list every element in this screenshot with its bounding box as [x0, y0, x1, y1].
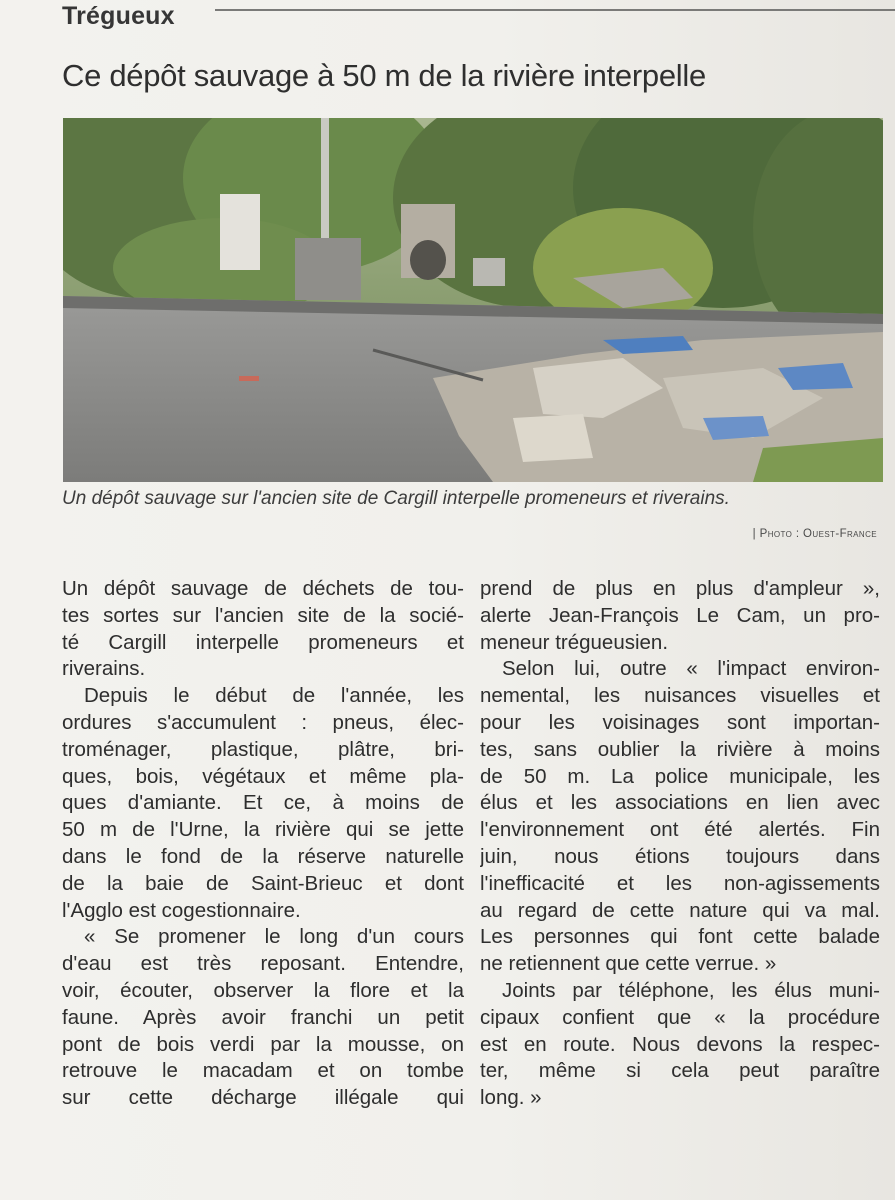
text-line: meneur trégueusien. [480, 630, 669, 654]
text-line: Depuis le début de l'année, les [84, 684, 464, 708]
text-line: troménager, plastique, plâtre, bri- [62, 737, 464, 761]
photo-credit: | Photo : Ouest-France [752, 528, 877, 540]
text-line: tes, sans oublier la rivière à moins [480, 737, 880, 761]
text-line: Un dépôt sauvage de déchets de tou- [62, 577, 464, 600]
paragraph-body-2 [62, 924, 464, 1112]
paragraph-intro [62, 576, 464, 683]
text-line: élus et les associations en lien avec [480, 791, 880, 815]
text-line: « Se promener le long d'un cours [84, 925, 464, 949]
text-line: té Cargill interpelle promeneurs et [62, 630, 464, 654]
text-line: de la baie de Saint-Brieuc et dont [62, 871, 464, 895]
article-headline: Ce dépôt sauvage à 50 m de la rivière interpelle [62, 58, 706, 93]
text-line: ques, bois, végétaux et même pla- [62, 764, 464, 788]
article-right-column [480, 576, 880, 1112]
photo-caption: Un dépôt sauvage sur l'ancien site de Cargill interpelle promeneurs et riverains. [62, 488, 730, 509]
text-line: ne retiennent que cette verrue. » [480, 952, 777, 976]
text-line: est en route. Nous devons la respec- [480, 1032, 880, 1056]
paragraph-body-1 [62, 683, 464, 924]
text-line: pour les voisinages sont importan- [480, 710, 880, 734]
paragraph-body-3 [480, 576, 880, 656]
text-line: nemental, les nuisances visuelles et [480, 684, 880, 708]
paragraph-body-5 [480, 978, 880, 1112]
text-line: riverains. [62, 657, 146, 681]
text-line: Les personnes qui font cette balade [480, 925, 880, 949]
text-line: faune. Après avoir franchi un petit [62, 1005, 464, 1029]
text-line: Selon lui, outre « l'impact environ- [502, 657, 880, 681]
text-line: alerte Jean-François Le Cam, un pro- [480, 603, 880, 627]
text-line: cipaux confient que « la procédure [480, 1005, 880, 1029]
text-line: de 50 m. La police municipale, les [480, 764, 880, 788]
text-line: juin, nous étions toujours dans [480, 844, 880, 868]
text-line: l'environnement ont été alertés. Fin [480, 818, 880, 842]
text-line: voir, écouter, observer la flore et la [62, 978, 464, 1002]
text-line: Joints par téléphone, les élus muni- [502, 978, 880, 1002]
text-line: sur cette décharge illégale qui [62, 1086, 464, 1110]
article-left-column [62, 576, 464, 1112]
locality-heading: Trégueux [62, 2, 175, 30]
text-line: long. » [480, 1086, 542, 1110]
paragraph-body-4 [480, 656, 880, 978]
text-line: 50 m de l'Urne, la rivière qui se jette [62, 818, 464, 842]
text-line: l'Agglo est cogestionnaire. [62, 898, 301, 922]
text-line: prend de plus en plus d'ampleur », [480, 577, 880, 600]
text-line: pont de bois verdi par la mousse, on [62, 1032, 464, 1056]
text-line: ordures s'accumulent : pneus, élec- [62, 710, 464, 734]
text-line: tes sortes sur l'ancien site de la socié- [62, 603, 464, 627]
text-line: ter, même si cela peut paraître [480, 1059, 880, 1083]
section-rule [215, 9, 895, 11]
text-line: retrouve le macadam et on tombe [62, 1059, 464, 1083]
article-photo [63, 118, 883, 482]
text-line: au regard de cette nature qui va mal. [480, 898, 880, 922]
text-line: l'inefficacité et les non-agissements [480, 871, 880, 895]
text-line: dans le fond de la réserve naturelle [62, 844, 464, 868]
text-line: ques d'amiante. Et ce, à moins de [62, 791, 464, 815]
text-line: d'eau est très reposant. Entendre, [62, 952, 464, 976]
